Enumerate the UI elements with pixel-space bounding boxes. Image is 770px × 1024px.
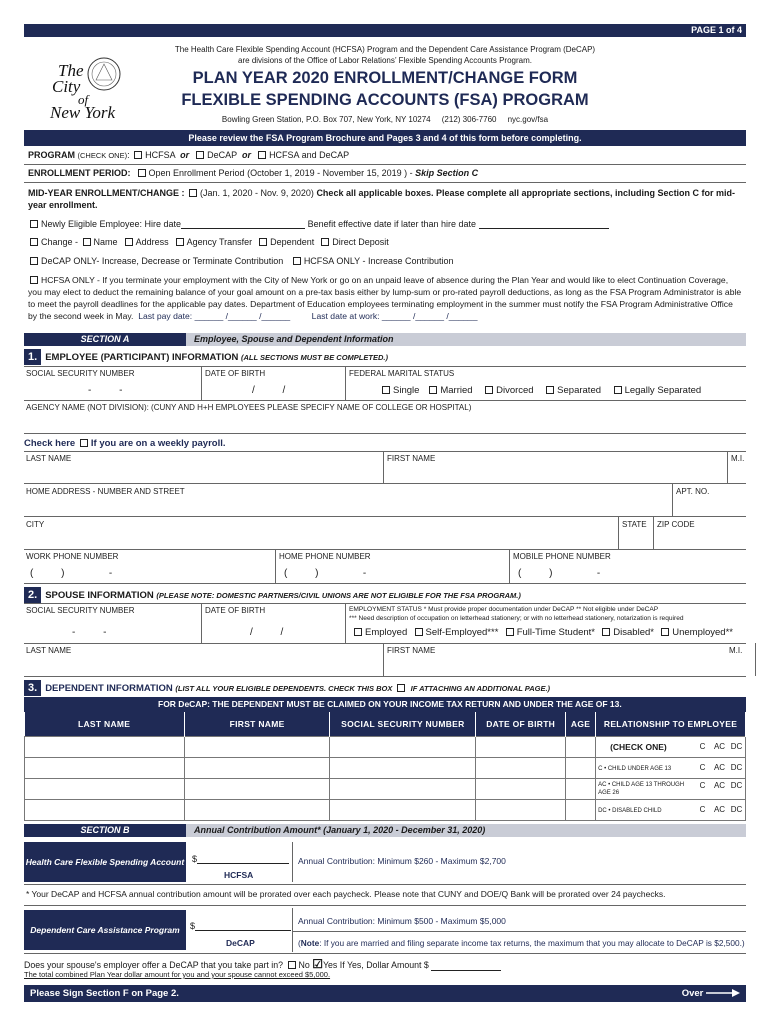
section-b-title: Annual Contribution Amount* (January 1, 2020 - December 31, 2020) [186,824,746,837]
midyear-checkbox[interactable] [189,189,197,197]
divider [24,953,746,954]
hcfsa-short-label: HCFSA [224,870,254,880]
apt-label: APT. NO. [676,487,710,496]
section-2-heading: 2. SPOUSE INFORMATION (PLEASE NOTE: DOMESTIC PARTNERS/CIVIL UNIONS ARE NOT ELIGIBLE FOR THE FSA PROGRAM.) [24,587,521,603]
code-c[interactable]: C [699,741,706,751]
hcfsa-box-label: Health Care Flexible Spending Account [24,842,186,882]
agency-transfer-checkbox[interactable] [176,238,184,246]
spouse-dob-field[interactable]: / / [250,627,284,638]
decap-checkbox[interactable] [196,151,204,159]
divider [24,676,746,677]
code-ac[interactable]: AC [713,780,726,790]
relationship-codes [694,763,745,772]
work-phone-label: WORK PHONE NUMBER [26,552,119,561]
divider [383,451,384,483]
col-dob: DATE OF BIRTH [476,712,566,736]
decap-dependent-banner: FOR DeCAP: THE DEPENDENT MUST BE CLAIMED ON YOUR INCOME TAX RETURN AND UNDER THE AGE OF 13. [24,697,746,712]
dob-field[interactable]: / / [252,385,286,396]
spouse-last-name-label: LAST NAME [26,646,72,655]
page-number: PAGE 1 of 4 [691,25,742,35]
dependent-dob-cell[interactable] [476,799,566,820]
spouse-ssn-field[interactable]: - - [72,627,107,638]
benefit-date-field[interactable] [479,228,609,229]
decap-short-label: DeCAP [226,938,255,948]
name-checkbox[interactable] [83,238,91,246]
hcfsa-amount-row: $ [192,853,289,864]
divorced-checkbox[interactable] [485,386,493,394]
hcfsa-checkbox[interactable] [134,151,142,159]
divider [292,931,746,932]
decap-only-row: DeCAP ONLY- Increase, Decrease or Terminate Contribution HCFSA ONLY - Increase Contribution [28,256,454,266]
home-address-label: HOME ADDRESS - NUMBER AND STREET [26,487,185,496]
section-a-label: SECTION A [24,333,186,346]
page-header-bar [24,24,746,37]
col-ssn: SOCIAL SECURITY NUMBER [330,712,476,736]
divider [672,483,673,516]
relationship-codes [694,805,745,814]
dependent-dob-cell[interactable] [476,757,566,778]
table-row [25,778,746,799]
state-label: STATE [622,520,647,529]
col-relationship: RELATIONSHIP TO EMPLOYEE [596,712,746,736]
form-subtitle: FLEXIBLE SPENDING ACCOUNTS (FSA) PROGRAM [181,91,589,109]
spouse-decap-no-checkbox[interactable] [288,961,296,969]
divider [292,908,293,952]
dob-label: DATE OF BIRTH [205,369,266,378]
svg-text:The: The [58,61,84,80]
dependent-last-name-cell[interactable] [25,778,185,799]
divider [24,366,746,367]
relationship-cell: DC • DISABLED CHILD C AC DC [596,799,746,820]
address-checkbox[interactable] [125,238,133,246]
weekly-payroll-checkbox[interactable] [80,439,88,447]
dependent-table [24,712,746,821]
dependent-ssn-cell[interactable] [330,757,476,778]
divider [201,603,202,643]
prorate-note: * Your DeCAP and HCFSA annual contribution amount will be prorated over each paycheck. Please note that CUNY and DOE/Q Bank will be prorated over 24 paychecks. [26,889,666,899]
zip-label: ZIP CODE [657,520,695,529]
relationship-cell: (CHECK ONE) C AC DC [596,736,746,757]
sign-note: Please Sign Section F on Page 2. [30,988,179,999]
divider [24,549,746,550]
ssn-label: SOCIAL SECURITY NUMBER [26,369,135,378]
hcfsa-increase-checkbox[interactable] [293,257,301,265]
disabled-checkbox[interactable] [602,628,610,636]
spouse-mi-label: M.I. [729,646,743,655]
footer-bar [24,985,746,1002]
spouse-first-name-label: FIRST NAME [387,646,436,655]
direct-deposit-checkbox[interactable] [321,238,329,246]
form-title: PLAN YEAR 2020 ENROLLMENT/CHANGE FORM [192,69,578,87]
marital-status-label: FEDERAL MARITAL STATUS [349,369,455,378]
code-dc[interactable]: DC [730,741,743,751]
employment-status-label: EMPLOYMENT STATUS * Must provide proper documentation under DeCAP ** Not eligible under DeCAP *** Need description of occupation on letterhead stationery; or with no letterhead stationery, notarization is required [349,606,684,622]
dependent-first-name-cell[interactable] [184,778,330,799]
nyc-logo [48,52,128,122]
relationship-codes [694,742,745,751]
col-last-name: LAST NAME [25,712,185,736]
code-c[interactable]: C [699,780,706,790]
divider [24,603,746,604]
code-ac[interactable]: AC [713,741,726,751]
dependent-table-header [25,712,746,736]
svg-text:City: City [52,77,81,96]
hcfsa-range: Annual Contribution: Minimum $260 - Maximum $2,700 [298,856,506,866]
change-row: Change - Name Address Agency Transfer Dependent Direct Deposit [28,237,389,247]
dependent-last-name-cell[interactable] [25,736,185,757]
single-checkbox[interactable] [382,386,390,394]
section-1-heading: 1. EMPLOYEE (PARTICIPANT) INFORMATION (ALL SECTIONS MUST BE COMPLETED.) [24,349,388,365]
relationship-cell: AC • CHILD AGE 13 THROUGH AGE 26 C AC DC [596,778,746,799]
city-label: CITY [26,520,45,529]
divider [345,366,346,400]
code-c[interactable]: C [699,763,706,772]
divider [201,366,202,400]
legally-separated-checkbox[interactable] [614,386,622,394]
spouse-decap-question: Does your spouse's employer offer a DeCAP that you take part in? No ☑Yes If Yes, Dollar Amount $ [24,957,501,971]
code-dc[interactable]: DC [730,780,743,790]
review-banner: Please review the FSA Program Brochure and Pages 3 and 4 of this form before completing. [24,130,746,146]
divider [727,451,728,483]
mi-label: M.I. [731,454,745,463]
first-name-label: FIRST NAME [387,454,436,463]
decap-amount-row: $ [190,920,291,931]
divider [509,549,510,583]
hcfsa-terminate-row: HCFSA ONLY - If you terminate your employment with the City of New York or go on an unpaid leave of absence during the Plan Year and would like to elect Continuation Coverage, you may elect to deduct the remaining balance of your goal amount on a pre-tax basis either by lump-sum or pro-rated payroll deductions, as long as the FSA Program Administrator is able to meet the payroll deadlines for the applicable pay dates. Department of Education employees terminating employment in the summer must notify the FSA Program Administrative Office by the second week in May. Last pay date: ______ /______ /______ Last date at work: ______ /______ /______ [28,275,742,321]
dependent-first-name-cell[interactable] [184,736,330,757]
additional-page-checkbox[interactable] [397,684,405,692]
open-enrollment-checkbox[interactable] [138,169,146,177]
divider [292,842,293,882]
table-row [25,799,746,820]
relationship-codes [694,781,745,790]
home-phone-label: HOME PHONE NUMBER [279,552,371,561]
divider [24,643,746,644]
section-b-label: SECTION B [24,824,186,837]
divider [24,400,746,401]
arrow-right-icon [706,989,740,997]
dependent-ssn-cell[interactable] [330,778,476,799]
dependent-age-cell[interactable] [566,736,596,757]
divider [24,164,746,165]
decap-range: Annual Contribution: Minimum $500 - Maximum $5,000 [298,916,506,926]
over-link[interactable]: Over [682,988,740,999]
spouse-dob-label: DATE OF BIRTH [205,606,266,615]
student-checkbox[interactable] [506,628,514,636]
dependent-first-name-cell[interactable] [184,757,330,778]
change-checkbox[interactable] [30,238,38,246]
weekly-payroll-row: Check here If you are on a weekly payroll. [24,438,226,449]
decap-note: (Note: If you are married and filing separate income tax returns, the maximum that you may allocate to DeCAP is $2,500.) [298,938,745,948]
dependent-age-cell[interactable] [566,799,596,820]
table-row [25,736,746,757]
last-name-label: LAST NAME [26,454,72,463]
agency-name-label: AGENCY NAME (NOT DIVISION): (CUNY AND H+H EMPLOYEES PLEASE SPECIFY NAME OF COLLEGE OR HOSPITAL) [26,403,472,412]
divider [618,516,619,549]
ssn-field[interactable]: - - [88,385,123,396]
svg-text:New York: New York [50,103,116,122]
midyear-row: MID-YEAR ENROLLMENT/CHANGE : (Jan. 1, 2020 - Nov. 9, 2020) Check all applicable boxes. Please complete all appropriate sections, including Section C for mid-year enrollment. [28,188,736,210]
decap-only-checkbox[interactable] [30,257,38,265]
code-ac[interactable]: AC [713,805,726,814]
code-dc[interactable]: DC [730,763,743,772]
dependent-last-name-cell[interactable] [25,757,185,778]
intro-text: The Health Care Flexible Spending Account (HCFSA) Program and the Dependent Care Assistance Program (DeCAP) are divisions of the Office of Labor Relations’ Flexible Spending Accounts Program. [174,45,596,65]
mobile-phone-field[interactable]: ( ) - [518,568,601,579]
dependent-age-cell[interactable] [566,778,596,799]
code-ac[interactable]: AC [713,763,726,772]
divider [24,516,746,517]
relationship-cell: C • CHILD UNDER AGE 13 C AC DC [596,757,746,778]
dependent-first-name-cell[interactable] [184,799,330,820]
table-row [25,757,746,778]
dependent-dob-cell[interactable] [476,736,566,757]
decap-amount-field[interactable] [195,920,291,931]
divider [275,549,276,583]
self-employed-checkbox[interactable] [415,628,423,636]
col-first-name: FIRST NAME [184,712,330,736]
hire-date-field[interactable] [181,228,305,229]
divider [24,905,746,906]
dependent-age-cell[interactable] [566,757,596,778]
section-3-heading: 3. DEPENDENT INFORMATION (LIST ALL YOUR ELIGIBLE DEPENDENTS. CHECK THIS BOX IF ATTACHING AN ADDITIONAL PAGE.) [24,680,550,696]
divider [755,643,756,676]
divider [24,182,746,183]
divider [24,884,746,885]
work-phone-field[interactable]: ( ) - [30,568,113,579]
newly-eligible-checkbox[interactable] [30,220,38,228]
decap-box-label: Dependent Care Assistance Program [24,910,186,950]
hcfsa-terminate-checkbox[interactable] [30,276,38,284]
website-link[interactable]: nyc.gov/fsa [507,115,549,124]
enrollment-row: ENROLLMENT PERIOD: Open Enrollment Period (October 1, 2019 - November 15, 2019 ) - Skip Section C [28,168,479,178]
marital-options: Single Married Divorced Separated Legally Separated [380,385,701,396]
svg-text:of: of [78,92,89,107]
divider [345,603,346,643]
program-row: PROGRAM (CHECK ONE): HCFSA or DeCAP or HCFSA and DeCAP [28,150,350,160]
section-a-title: Employee, Spouse and Dependent Information [186,333,746,346]
employed-checkbox[interactable] [354,628,362,636]
separated-checkbox[interactable] [546,386,554,394]
dependent-dob-cell[interactable] [476,778,566,799]
employment-options: Employed Self-Employed*** Full-Time Student* Disabled* Unemployed** [352,627,733,638]
divider [653,516,654,549]
mobile-phone-label: MOBILE PHONE NUMBER [513,552,611,561]
dependent-checkbox[interactable] [259,238,267,246]
col-age: AGE [566,712,596,736]
divider [383,643,384,676]
nyc-seal-icon [48,52,128,122]
divider [24,433,746,434]
home-phone-field[interactable]: ( ) - [284,568,367,579]
combined-note: The total combined Plan Year dollar amount for you and your spouse cannot exceed $5,000. [24,970,331,979]
divider [24,451,746,452]
hcfsa-decap-checkbox[interactable] [258,151,266,159]
code-c[interactable]: C [699,805,706,814]
unemployed-checkbox[interactable] [661,628,669,636]
contact-line: Bowling Green Station, P.O. Box 707, New York, NY 10274 (212) 306-7760 nyc.gov/fsa [221,115,549,124]
married-checkbox[interactable] [429,386,437,394]
spouse-ssn-label: SOCIAL SECURITY NUMBER [26,606,135,615]
code-dc[interactable]: DC [730,805,743,814]
newly-eligible-row: Newly Eligible Employee: Hire date Benefit effective date if later than hire date [28,219,609,229]
hcfsa-amount-field[interactable] [197,853,289,864]
check-mark-icon[interactable]: ☑ [312,957,323,971]
divider [24,583,746,584]
dependent-ssn-cell[interactable] [330,799,476,820]
dependent-last-name-cell[interactable] [25,799,185,820]
divider [24,483,746,484]
dependent-ssn-cell[interactable] [330,736,476,757]
spouse-decap-amount-field[interactable] [431,970,501,971]
